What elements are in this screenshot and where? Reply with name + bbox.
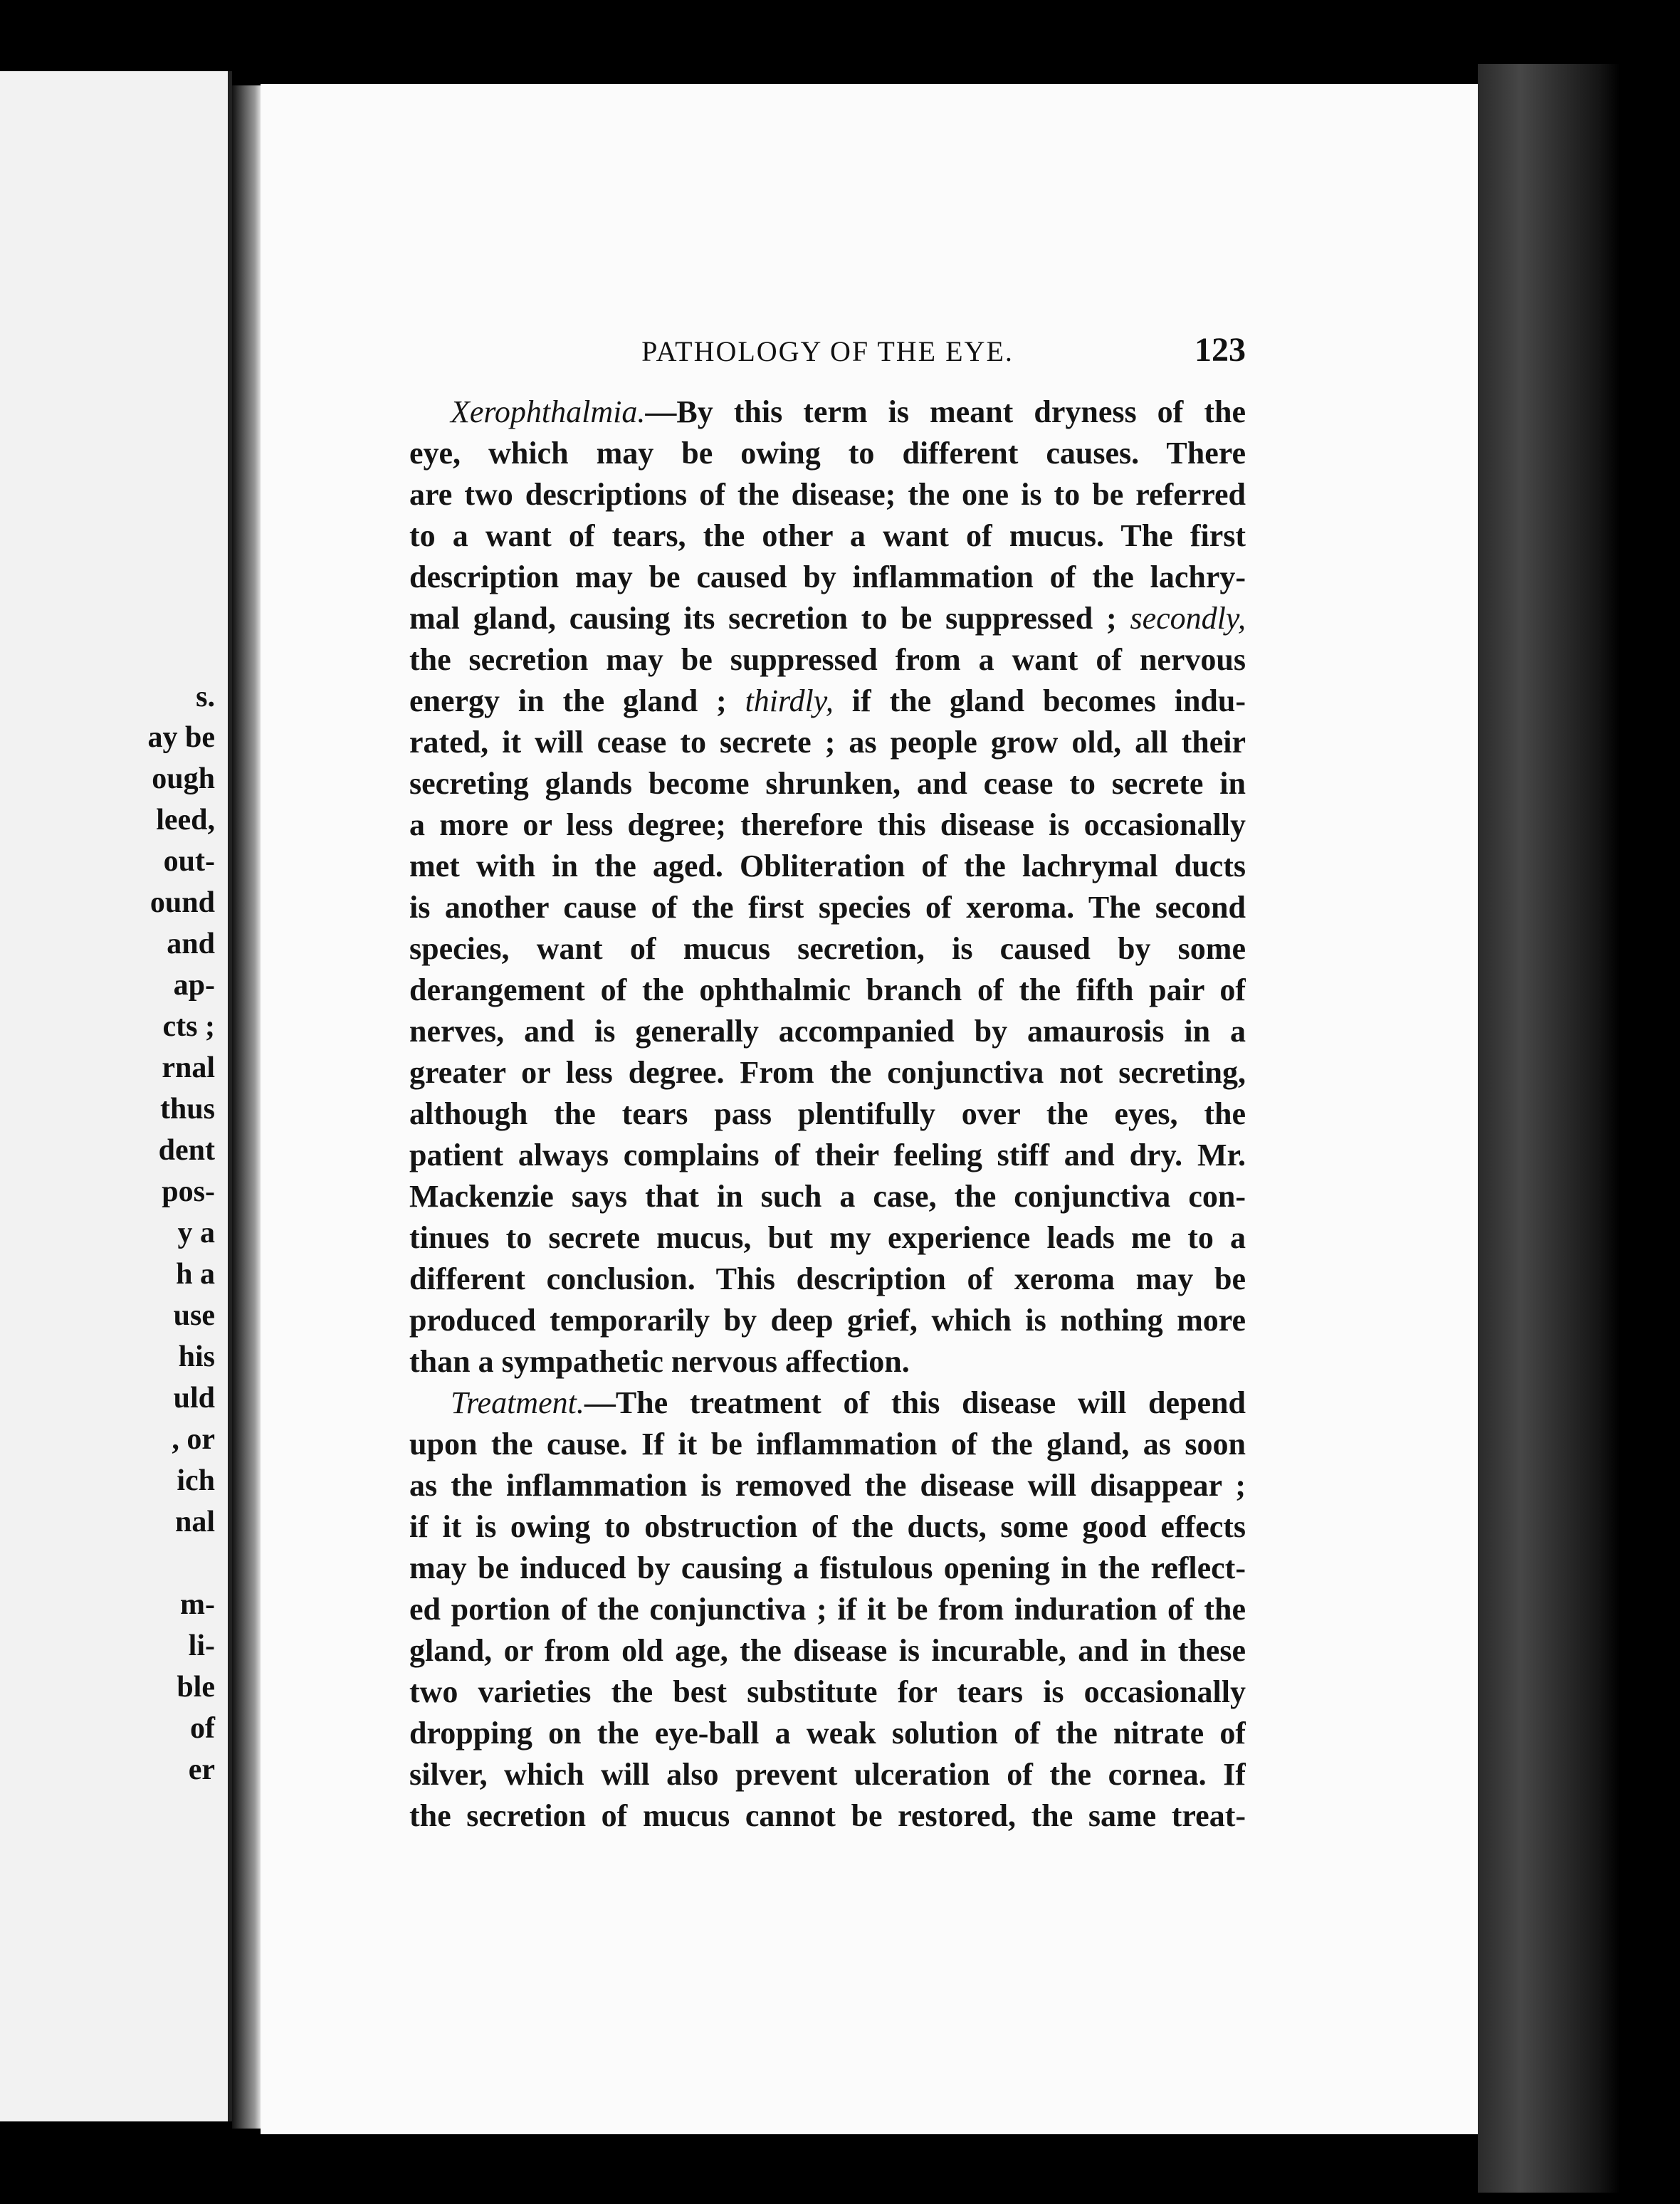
facing-page-text: thus: [159, 1093, 215, 1125]
text-line: silver, which will also prevent ulceration of the cornea. If: [409, 1757, 1246, 1792]
facing-page-text: li-: [188, 1630, 215, 1662]
section-term: Treatment.: [451, 1385, 584, 1420]
text-line: rated, it will cease to secrete ; as people grow old, all their: [409, 725, 1246, 760]
facing-page-text: er: [188, 1753, 215, 1786]
book-edge: [1478, 64, 1620, 2193]
text-line: Xerophthalmia.—By this term is meant dryness of the: [451, 394, 1246, 429]
text-line: greater or less degree. From the conjunctiva not secreting,: [409, 1055, 1246, 1090]
text-line: if it is owing to obstruction of the ducts, some good effects: [409, 1509, 1246, 1544]
facing-page-text: ap-: [173, 969, 215, 1002]
text-line: patient always complains of their feeling stiff and dry. Mr.: [409, 1138, 1246, 1172]
text-line: the secretion may be suppressed from a want of nervous: [409, 642, 1246, 677]
facing-page-text: his: [178, 1340, 215, 1373]
body-text: [409, 392, 1246, 1837]
facing-page-text: ough: [152, 762, 215, 795]
facing-page-text: ble: [177, 1671, 215, 1704]
text-line: dropping on the eye-ball a weak solution of the nitrate of: [409, 1716, 1246, 1751]
text-line: tinues to secrete mucus, but my experience leads me to a: [409, 1220, 1246, 1255]
text-line: secreting glands become shrunken, and cease to secrete in: [409, 766, 1246, 801]
facing-page-text: , or: [172, 1423, 215, 1456]
text-line: although the tears pass plentifully over the eyes, the: [409, 1096, 1246, 1131]
text-line: produced temporarily by deep grief, which is nothing more: [409, 1303, 1246, 1338]
emphasis: secondly,: [1130, 601, 1246, 636]
text-line: different conclusion. This description of xeroma may be: [409, 1261, 1246, 1296]
section-term: Xerophthalmia.: [451, 394, 646, 429]
facing-page-text: of: [190, 1712, 215, 1745]
text-line: energy in the gland ; thirdly, if the gland becomes indu-: [409, 683, 1246, 718]
text-line: as the inflammation is removed the disease will disappear ;: [409, 1468, 1246, 1503]
text-line: nerves, and is generally accompanied by amaurosis in a: [409, 1014, 1246, 1049]
text-line: gland, or from old age, the disease is incurable, and in these: [409, 1633, 1246, 1668]
text-line: is another cause of the first species of xeroma. The second: [409, 890, 1246, 925]
facing-page-text: m-: [180, 1588, 215, 1621]
text-line: to a want of tears, the other a want of mucus. The first: [409, 518, 1246, 553]
text-line: Mackenzie says that in such a case, the conjunctiva con-: [409, 1179, 1246, 1214]
text-line: species, want of mucus secretion, is caused by some: [409, 931, 1246, 966]
text-line: two varieties the best substitute for tears is occasionally: [409, 1674, 1246, 1709]
text-line: a more or less degree; therefore this disease is occasionally: [409, 807, 1246, 842]
facing-page-text: s.: [196, 681, 215, 713]
text-line: eye, which may be owing to different causes. There: [409, 436, 1246, 471]
text-line: description may be caused by inflammation of the lachry-: [409, 560, 1246, 594]
facing-page-text: h a: [176, 1258, 215, 1291]
text-line: derangement of the ophthalmic branch of the fifth pair of: [409, 972, 1246, 1007]
facing-page-text: y a: [177, 1217, 215, 1249]
facing-page-text: nal: [174, 1506, 215, 1538]
text-line: mal gland, causing its secretion to be suppressed ; secondly,: [409, 601, 1246, 636]
facing-page-text: ound: [149, 886, 215, 919]
text-line: than a sympathetic nervous affection.: [409, 1344, 910, 1379]
facing-page-text: leed,: [156, 804, 215, 836]
facing-page-text: out-: [163, 845, 215, 878]
facing-page-text: uld: [173, 1382, 215, 1415]
book-gutter: [232, 85, 261, 2129]
facing-page-text: ich: [177, 1464, 215, 1497]
page-number: 123: [1195, 331, 1246, 369]
facing-page-text: dent: [158, 1134, 215, 1167]
emphasis: thirdly,: [745, 683, 834, 718]
text-line: ed portion of the conjunctiva ; if it be from induration of the: [409, 1592, 1246, 1627]
facing-page: [0, 71, 232, 2121]
facing-page-text: pos-: [162, 1175, 215, 1208]
facing-page-text: rnal: [162, 1051, 215, 1084]
text-line: upon the cause. If it be inflammation of the gland, as soon: [409, 1427, 1246, 1462]
running-head: PATHOLOGY OF THE EYE.: [641, 335, 1014, 367]
facing-page-text: and: [167, 928, 215, 960]
text-line: met with in the aged. Obliteration of the lachrymal ducts: [409, 849, 1246, 883]
text-line: may be induced by causing a fistulous opening in the reflect-: [409, 1550, 1246, 1585]
facing-page-text: cts ;: [162, 1010, 215, 1043]
text-line: are two descriptions of the disease; the one is to be referred: [409, 477, 1246, 512]
text-line: the secretion of mucus cannot be restored, the same treat-: [409, 1798, 1246, 1833]
facing-page-text: ay be: [147, 721, 215, 754]
text-line: Treatment.—The treatment of this disease will depend: [451, 1385, 1246, 1420]
facing-page-text: use: [173, 1299, 215, 1332]
page-header: [409, 331, 1246, 374]
